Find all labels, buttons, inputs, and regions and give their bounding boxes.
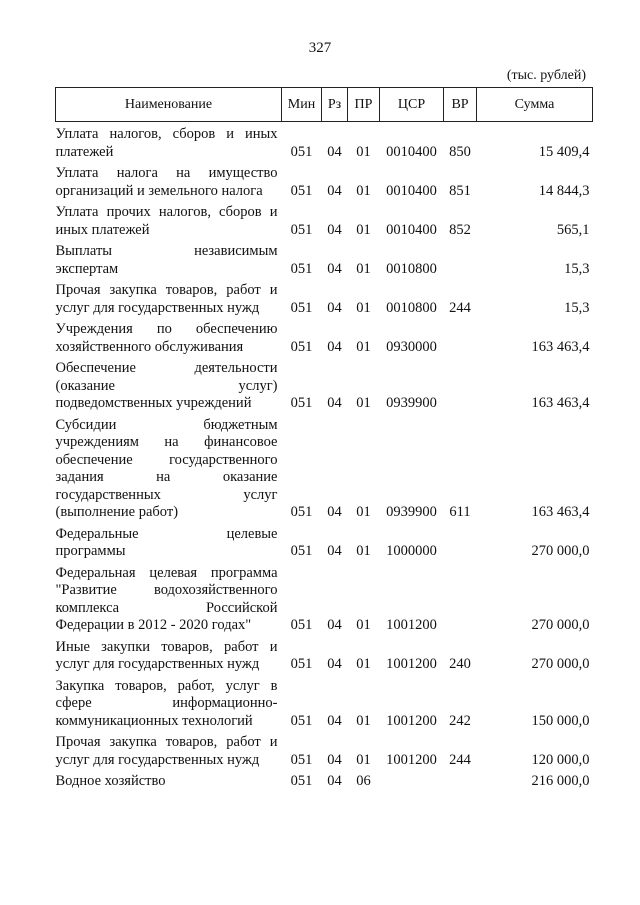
row-pr: 01 — [356, 395, 371, 411]
row-vr: 611 — [449, 504, 471, 520]
row-csr: 1001200 — [386, 712, 437, 729]
row-min: 051 — [290, 543, 313, 559]
row-sum: 270 000,0 — [531, 543, 590, 559]
row-min: 051 — [290, 221, 313, 238]
row-pr: 01 — [356, 617, 371, 633]
units-label: (тыс. рублей) — [506, 68, 586, 83]
row-pr: 01 — [356, 260, 371, 277]
row-vr: 240 — [449, 656, 471, 672]
row-rz: 04 — [327, 543, 342, 559]
row-rz: 04 — [327, 299, 342, 316]
table-row — [56, 678, 593, 735]
row-name-line: иных платежей — [55, 221, 150, 238]
row-pr: 01 — [356, 751, 371, 768]
row-rz: 04 — [327, 773, 342, 789]
row-rz: 04 — [327, 617, 342, 633]
row-min: 051 — [290, 773, 313, 789]
row-name-line: Уплата налогов, сборов и иных — [55, 126, 278, 142]
table-row — [56, 122, 593, 166]
row-rz: 04 — [327, 504, 342, 520]
row-pr: 06 — [356, 773, 371, 789]
row-pr: 01 — [356, 504, 371, 520]
row-name-line: комплекса Российской — [55, 599, 278, 616]
row-rz: 04 — [327, 260, 342, 277]
row-pr: 01 — [356, 543, 371, 559]
row-sum: 15,3 — [564, 260, 590, 277]
table-row — [56, 360, 593, 417]
row-vr: 242 — [449, 712, 471, 729]
row-min: 051 — [290, 299, 313, 316]
table-row — [56, 204, 593, 243]
row-vr: 244 — [449, 299, 471, 316]
row-csr: 0010800 — [386, 299, 437, 316]
row-name — [56, 282, 282, 321]
page-number: 327 — [308, 40, 332, 56]
row-csr: 1000000 — [386, 543, 437, 559]
row-min: 051 — [290, 260, 313, 277]
row-rz: 04 — [327, 751, 342, 768]
row-name — [56, 204, 282, 243]
row-rz: 04 — [327, 395, 342, 411]
row-vr — [444, 243, 477, 282]
row-min: 051 — [290, 395, 313, 411]
table-row — [56, 734, 593, 773]
row-rz: 04 — [327, 338, 342, 355]
row-name-line: услуг для государственных нужд — [55, 299, 260, 316]
row-name-line: Выплаты независимым — [55, 243, 278, 259]
row-vr — [444, 565, 477, 639]
row-vr — [444, 526, 477, 565]
row-name — [56, 360, 282, 417]
row-vr — [444, 321, 477, 360]
row-vr — [444, 773, 477, 795]
row-name-line: услуг для государственных нужд — [55, 751, 260, 768]
header-name: Наименование — [56, 88, 282, 122]
row-csr: 1001200 — [386, 617, 437, 633]
row-name-line: Закупка товаров, работ, услуг в — [55, 677, 278, 694]
row-name-line: хозяйственного обслуживания — [55, 338, 244, 355]
row-sum: 270 000,0 — [531, 617, 590, 633]
row-pr: 01 — [356, 143, 371, 160]
row-name-line: Прочая закупка товаров, работ и — [55, 734, 278, 750]
row-min: 051 — [290, 617, 313, 633]
row-min: 051 — [290, 338, 313, 355]
row-csr: 0010800 — [386, 260, 437, 277]
row-name — [56, 417, 282, 526]
row-vr — [444, 360, 477, 417]
row-name — [56, 243, 282, 282]
row-vr: 851 — [449, 182, 471, 199]
row-sum: 15 409,4 — [538, 143, 590, 160]
header-pr: ПР — [348, 88, 380, 122]
row-min: 051 — [290, 182, 313, 199]
row-sum: 163 463,4 — [531, 338, 590, 355]
row-rz: 04 — [327, 143, 342, 160]
row-name-line: обеспечение государственного — [55, 451, 278, 468]
row-pr: 01 — [356, 221, 371, 238]
row-csr: 1001200 — [386, 656, 437, 672]
row-name — [56, 526, 282, 565]
row-pr: 01 — [356, 656, 371, 672]
row-rz: 04 — [327, 221, 342, 238]
row-min: 051 — [290, 504, 313, 520]
budget-table — [55, 87, 593, 795]
row-sum: 565,1 — [556, 221, 590, 238]
row-pr: 01 — [356, 712, 371, 729]
row-name-line: Уплата налога на имущество — [55, 165, 278, 181]
row-name-line: Учреждения по обеспечению — [55, 321, 278, 337]
row-csr: 0010400 — [386, 182, 437, 199]
row-name-line: Иные закупки товаров, работ и — [55, 638, 278, 655]
header-min: Мин — [282, 88, 322, 122]
row-csr: 0010400 — [386, 221, 437, 238]
table-row — [56, 773, 593, 795]
row-name-line: Федерации в 2012 - 2020 годах" — [55, 617, 252, 633]
row-sum: 15,3 — [564, 299, 590, 316]
row-name-line: (выполнение работ) — [55, 504, 179, 520]
row-rz: 04 — [327, 712, 342, 729]
row-name-line: Водное хозяйство — [55, 773, 166, 789]
row-name-line: "Развитие водохозяйственного — [55, 582, 278, 598]
row-csr — [380, 773, 444, 795]
row-name-line: сфере информационно- — [55, 695, 278, 711]
row-pr: 01 — [356, 182, 371, 199]
row-pr: 01 — [356, 338, 371, 355]
row-name-line: (оказание услуг) — [55, 377, 278, 394]
row-vr: 850 — [449, 143, 471, 160]
row-sum: 120 000,0 — [531, 751, 590, 768]
table-header-row — [56, 88, 593, 122]
row-name-line: учреждениям на финансовое — [55, 434, 278, 450]
row-name-line: Субсидии бюджетным — [55, 416, 278, 433]
row-sum: 163 463,4 — [531, 504, 590, 520]
row-name — [56, 734, 282, 773]
row-csr: 0939900 — [386, 504, 437, 520]
row-sum: 163 463,4 — [531, 395, 590, 411]
row-name — [56, 122, 282, 166]
row-name-line: платежей — [55, 143, 114, 160]
row-min: 051 — [290, 143, 313, 160]
row-min: 051 — [290, 751, 313, 768]
row-name — [56, 639, 282, 678]
row-name-line: подведомственных учреждений — [55, 395, 252, 411]
table-row — [56, 526, 593, 565]
row-sum: 14 844,3 — [538, 182, 590, 199]
row-name — [56, 565, 282, 639]
row-vr: 852 — [449, 221, 471, 238]
row-min: 051 — [290, 656, 313, 672]
row-sum: 270 000,0 — [531, 656, 590, 672]
table-row — [56, 565, 593, 639]
table-row — [56, 282, 593, 321]
row-name — [56, 773, 282, 795]
row-name-line: организаций и земельного налога — [55, 182, 263, 199]
row-name-line: Федеральная целевая программа — [55, 564, 278, 581]
row-csr: 0939900 — [386, 395, 437, 411]
table-row — [56, 165, 593, 204]
table-row — [56, 321, 593, 360]
row-rz: 04 — [327, 656, 342, 672]
header-vr: ВР — [444, 88, 477, 122]
row-name-line: Обеспечение деятельности — [55, 360, 278, 376]
row-sum: 216 000,0 — [531, 773, 590, 789]
row-rz: 04 — [327, 182, 342, 199]
row-name — [56, 321, 282, 360]
row-name-line: Уплата прочих налогов, сборов и — [55, 204, 278, 220]
table-row — [56, 639, 593, 678]
row-name-line: Прочая закупка товаров, работ и — [55, 282, 278, 298]
row-name-line: задания на оказание — [55, 469, 278, 485]
row-name — [56, 165, 282, 204]
row-name — [56, 678, 282, 735]
row-pr: 01 — [356, 299, 371, 316]
row-csr: 0930000 — [386, 338, 437, 355]
row-name-line: коммуникационных технологий — [55, 712, 253, 729]
row-name-line: экспертам — [55, 260, 119, 277]
row-name-line: Федеральные целевые — [55, 525, 278, 542]
row-min: 051 — [290, 712, 313, 729]
row-sum: 150 000,0 — [531, 712, 590, 729]
header-rz: Рз — [322, 88, 348, 122]
row-csr: 0010400 — [386, 143, 437, 160]
row-vr: 244 — [449, 751, 471, 768]
table-row — [56, 243, 593, 282]
row-name-line: услуг для государственных нужд — [55, 656, 260, 672]
row-csr: 1001200 — [386, 751, 437, 768]
header-csr: ЦСР — [380, 88, 444, 122]
header-sum: Сумма — [477, 88, 593, 122]
table-row — [56, 417, 593, 526]
row-name-line: программы — [55, 543, 126, 559]
row-name-line: государственных услуг — [55, 486, 278, 503]
